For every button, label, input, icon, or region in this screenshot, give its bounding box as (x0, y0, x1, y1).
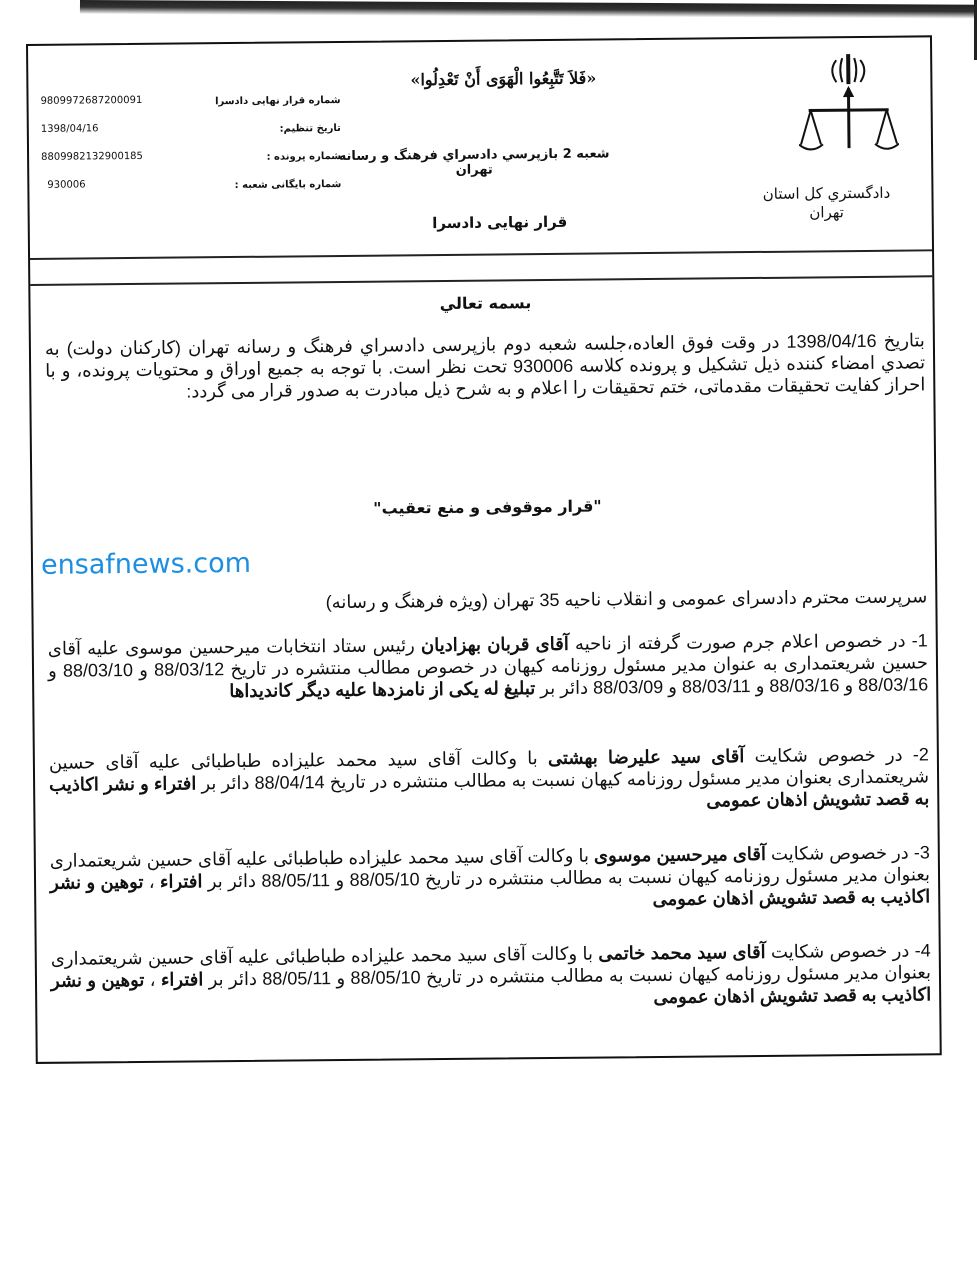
item-text: 4- در خصوص شکایت (765, 940, 931, 962)
item-text: ، (143, 871, 161, 892)
emphasized-text: آقای سید علیرضا بهشتی (547, 746, 745, 769)
item-text: با وکالت آقای سید محمد علیزاده طباطبائی علیه آقای حسین شریعتمداری بعنوان مدیر مسئول روزنامه کیهان نسبت به مطالب منتشره در تاریخ 88/05/10 و 88/05/11 دائر بر (49, 845, 931, 892)
emphasized-text: توهین و نشر اکاذیب به قصد تشویش اذهان عمومی (50, 969, 932, 1008)
court-name (751, 184, 901, 223)
intro-paragraph: بتاریخ 1398/04/16 در وقت فوق العاده،جلسه شعبه دوم بازپرسی دادسراي فرهنگ و رسانه تهران (کارکنان دولت) به تصدي امضاء کننده ذیل تشکیل و پرونده کلاسه 930006 تحت نظر است. با توجه به جمیع اوراق و محتویات پرونده، و با احراز کفایت تحقیقات مقدماتی، ختم تحقیقات را اعلام و به شرح ذیل مبادرت به صدور قرار می گردد: (44, 330, 926, 402)
header-divider-lower (30, 275, 932, 286)
header-divider (30, 249, 932, 260)
item-text: رئیس ستاد انتخابات میرحسین موسوی علیه آقای حسین شریعتمداری به عنوان مدیر مسئول روزنامه کیهان در خصوص مطالب منتشره در تاریخ 88/03/12 و 88/03/10 و 88/03/16 و 88/03/16 و 88/03/11 و 88/03/09 دائر بر (47, 635, 929, 699)
item-text: 2- در خصوص شکایت (744, 744, 929, 767)
emphasized-text: افتراء و نشر اکاذیب به قصد تشویش اذهان عمومی (49, 773, 930, 811)
bismillah-heading: بسمه تعالي (439, 293, 532, 314)
issue-date-label: تاریخ تنظیم: (279, 122, 341, 135)
branch-name (329, 146, 619, 179)
emphasized-text: افتراء (160, 969, 204, 990)
branch-name-line2: تهران (455, 162, 493, 178)
decision-number-label: شماره قرار نهایی دادسرا (214, 94, 341, 108)
decision-number-value: 9809972687200091 (40, 94, 143, 107)
archive-number-value: 930006 (47, 179, 86, 191)
item-text: 1- در خصوص اعلام جرم صورت گرفته از ناحیه (568, 630, 928, 654)
judiciary-scales-emblem-icon (798, 48, 899, 159)
list-item (48, 629, 929, 703)
emphasized-text: آقای میرحسین موسوی (593, 843, 767, 866)
meta-block (40, 93, 342, 192)
court-name-line1: دادگستري کل استان (762, 183, 891, 203)
item-text: ، (144, 969, 161, 990)
emphasized-text: آقای سید محمد خاتمی (598, 941, 766, 964)
scan-edge-artifact (80, 0, 977, 19)
issue-date-value: 1398/04/16 (40, 123, 99, 135)
item-text: 3- در خصوص شکایت (765, 842, 930, 864)
emphasized-text: توهین و نشر اکاذیب به قصد تشویش اذهان عمومی (49, 871, 931, 910)
site-watermark: ensafnews.com (40, 547, 252, 581)
quran-verse: «فَلاَ تَتَّبِعُوا الْهَوَى أَنْ تَعْدِلُوا» (410, 68, 597, 90)
branch-name-line1: شعبه 2 بازپرسي دادسراي فرهنگ و رسانه (338, 146, 610, 165)
document-frame (26, 35, 942, 1064)
addressee-line: سرپرست محترم دادسرای عمومی و انقلاب ناحیه 35 تهران (ویژه فرهنگ و رسانه) (325, 586, 928, 613)
archive-number-label: شماره بایگانی شعبه : (234, 178, 342, 192)
emphasized-text: آقای قربان بهزادیان (420, 633, 569, 656)
item-text: با وکالت آقای سید محمد علیزاده طباطبائی علیه آقای حسین شریعتمداری بعنوان مدیر مسئول روزنامه کیهان نسبت به مطالب منتشره در تاریخ 88/05/10 و 88/05/11 دائر بر (50, 943, 932, 990)
list-item (49, 743, 930, 817)
case-number-value: 8809982132900185 (41, 150, 143, 163)
emphasized-text: افتراء (159, 871, 203, 892)
list-item (51, 939, 932, 1013)
decision-title: "قرار موقوفی و منع تعقیب" (373, 496, 602, 518)
case-number-label: شماره پرونده : (266, 150, 342, 163)
item-text: با وکالت آقای سید محمد علیزاده طباطبائی علیه آقای حسین شریعتمداری بعنوان مدیر مسئول روزنامه کیهان نسبت به مطالب منتشره در تاریخ 88/04/14 دائر بر (48, 748, 930, 794)
court-name-line2: تهران (809, 203, 845, 222)
emphasized-text: تبلیغ له یکی از نامزدها علیه دیگر کاندیداها (229, 678, 536, 702)
document-title: قرار نهایی دادسرا (432, 212, 568, 233)
list-item (50, 841, 931, 915)
